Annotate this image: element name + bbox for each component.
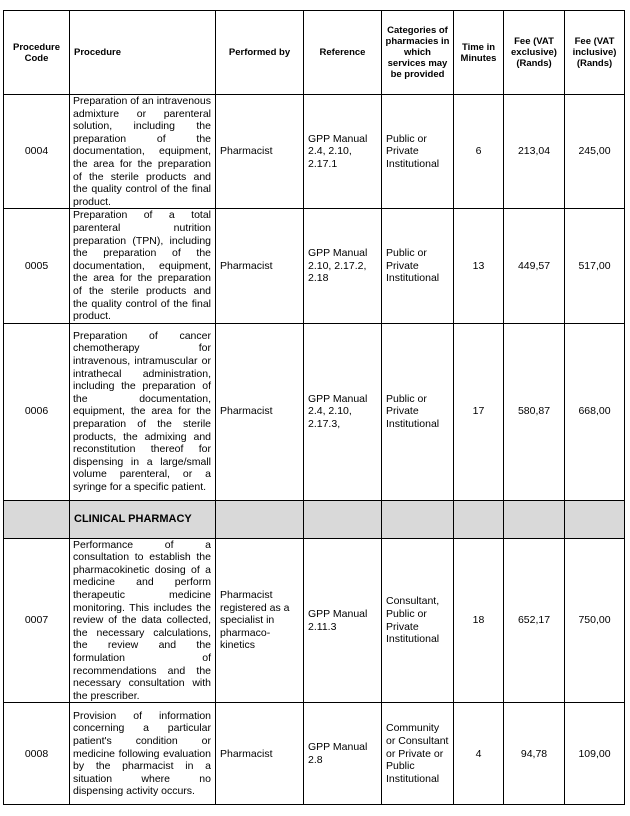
row-categories: Community or Consultant or Private or Public Institutional [382, 703, 454, 805]
row-code: 0004 [4, 95, 70, 209]
row-fee-excl: 652,17 [504, 538, 565, 703]
section-spacer [565, 500, 625, 538]
table-row [4, 323, 625, 500]
section-spacer [304, 500, 382, 538]
row-procedure: Provision of information concerning a particular patient's condition or medicine following evaluation by the pharmacist in a situation where no dispensing activity occurs. [70, 703, 216, 805]
row-performed-by: Pharmacist [216, 323, 304, 500]
row-code: 0005 [4, 209, 70, 323]
row-time: 17 [454, 323, 504, 500]
header-procedure: Procedure [70, 11, 216, 95]
row-categories: Consultant, Public or Private Institutional [382, 538, 454, 703]
header-time: Time in Minutes [454, 11, 504, 95]
tariff-table [3, 10, 625, 805]
header-categories: Categories of pharmacies in which services may be provided [382, 11, 454, 95]
row-reference: GPP Manual 2.4, 2.10, 2.17.3, [304, 323, 382, 500]
row-fee-incl: 668,00 [565, 323, 625, 500]
row-procedure: Performance of a consultation to establish the pharmacokinetic dosing of a medicine and perform therapeutic medicine monitoring. This includes the review of the data collected, the necessary calculations, the review and the formulation of recommendations and the necessary consultation with the prescriber. [70, 538, 216, 703]
section-spacer [454, 500, 504, 538]
row-time: 13 [454, 209, 504, 323]
header-code: Procedure Code [4, 11, 70, 95]
table-row [4, 703, 625, 805]
row-fee-incl: 109,00 [565, 703, 625, 805]
row-code: 0007 [4, 538, 70, 703]
section-title: CLINICAL PHARMACY [70, 500, 216, 538]
row-performed-by: Pharmacist [216, 209, 304, 323]
row-reference: GPP Manual 2.8 [304, 703, 382, 805]
row-categories: Public or Private Institutional [382, 323, 454, 500]
row-categories: Public or Private Institutional [382, 209, 454, 323]
section-spacer [382, 500, 454, 538]
table-row [4, 538, 625, 703]
row-time: 18 [454, 538, 504, 703]
row-performed-by: Pharmacist [216, 703, 304, 805]
row-procedure: Preparation of a total parenteral nutrition preparation (TPN), including the preparation of the documentation, equipment, the area for the preparation of the sterile products and the quality control of the final product. [70, 209, 216, 323]
row-procedure: Preparation of an intravenous admixture or parenteral solution, including the preparation of the documentation, equipment, the area for the preparation of the sterile products and the quality control of the final product. [70, 95, 216, 209]
row-code: 0006 [4, 323, 70, 500]
row-fee-excl: 213,04 [504, 95, 565, 209]
row-procedure: Preparation of cancer chemotherapy for intravenous, intramuscular or intrathecal administration, including the preparation of the documentation, equipment, the area for the preparation of the sterile products, the admixing and reconstitution thereof for dispensing in a large/small volume parenteral, or a syringe for a specific patient. [70, 323, 216, 500]
row-code: 0008 [4, 703, 70, 805]
header-performed-by: Performed by [216, 11, 304, 95]
section-spacer [216, 500, 304, 538]
header-fee-excl: Fee (VAT exclusive) (Rands) [504, 11, 565, 95]
header-reference: Reference [304, 11, 382, 95]
header-row [4, 11, 625, 95]
table-row [4, 95, 625, 209]
row-time: 4 [454, 703, 504, 805]
row-fee-incl: 517,00 [565, 209, 625, 323]
row-fee-incl: 750,00 [565, 538, 625, 703]
row-fee-excl: 449,57 [504, 209, 565, 323]
section-spacer [504, 500, 565, 538]
row-reference: GPP Manual 2.10, 2.17.2, 2.18 [304, 209, 382, 323]
section-row [4, 500, 625, 538]
row-performed-by: Pharmacist [216, 95, 304, 209]
row-fee-incl: 245,00 [565, 95, 625, 209]
row-reference: GPP Manual 2.11.3 [304, 538, 382, 703]
table-row [4, 209, 625, 323]
row-time: 6 [454, 95, 504, 209]
row-performed-by: Pharmacist registered as a specialist in pharmaco-kinetics [216, 538, 304, 703]
header-fee-incl: Fee (VAT inclusive) (Rands) [565, 11, 625, 95]
row-fee-excl: 580,87 [504, 323, 565, 500]
row-fee-excl: 94,78 [504, 703, 565, 805]
row-reference: GPP Manual 2.4, 2.10, 2.17.1 [304, 95, 382, 209]
row-categories: Public or Private Institutional [382, 95, 454, 209]
section-spacer [4, 500, 70, 538]
